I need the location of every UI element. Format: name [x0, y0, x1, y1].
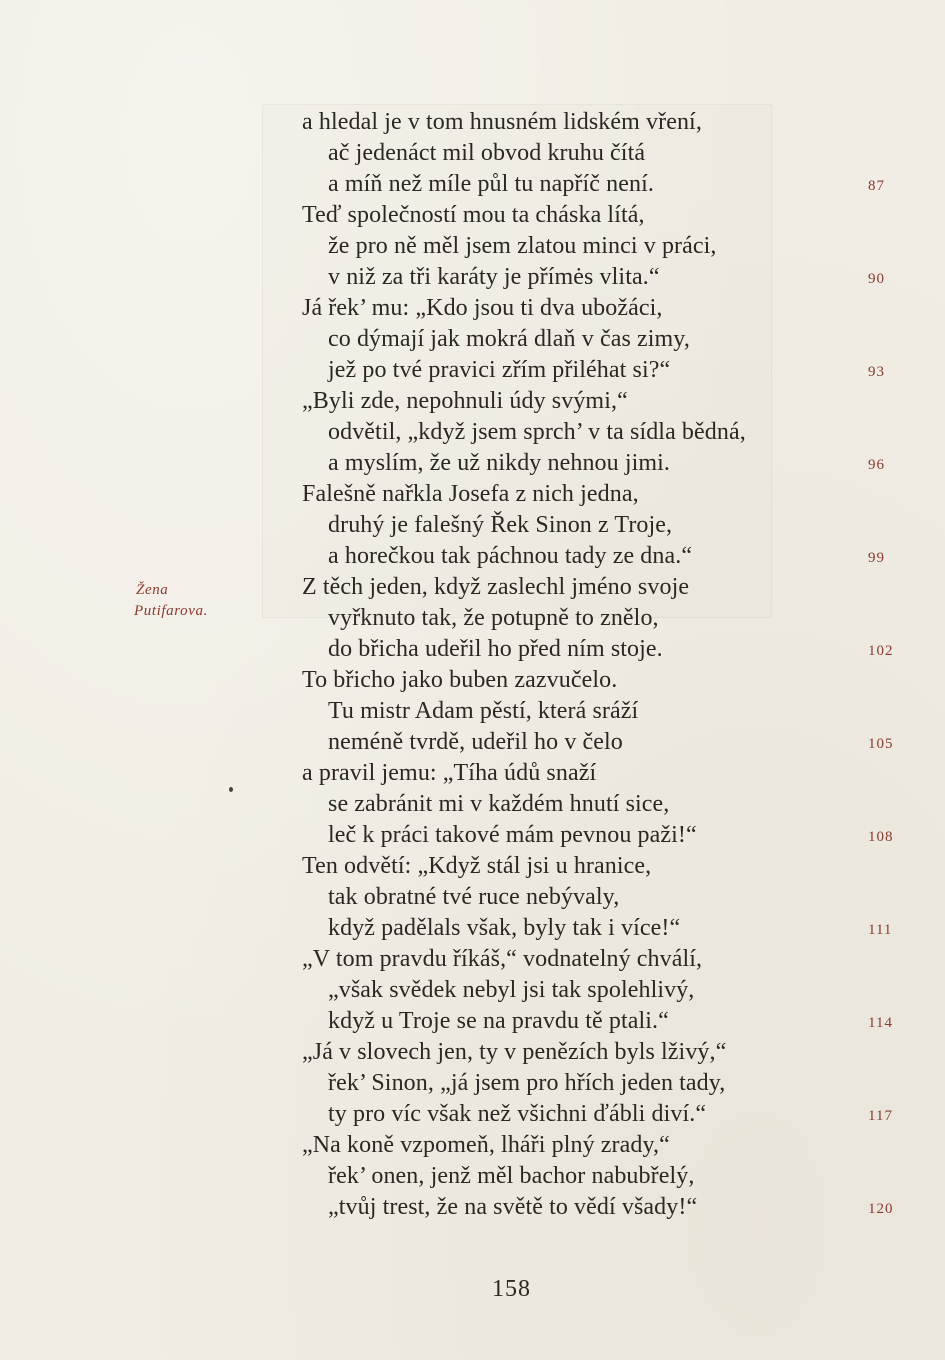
verse-line: odvětil, „když jsem sprch’ v ta sídla bědná, [328, 419, 746, 445]
page-number: 158 [492, 1276, 531, 1302]
verse-line: a myslím, že už nikdy nehnou jimi. [328, 450, 671, 476]
line-number: 120 [868, 1201, 894, 1217]
margin-note-line-1: Žena [136, 582, 169, 598]
line-number: 90 [868, 271, 885, 287]
verse-line: a hledal je v tom hnusném lidském vření, [302, 109, 702, 135]
line-number: 102 [868, 643, 894, 659]
verse-line: do břicha udeřil ho před ním stoje. [328, 636, 663, 662]
verse-line: jež po tvé pravici zřím přiléhat si?“ [328, 357, 671, 383]
verse-line: vyřknuto tak, že potupně to znělo, [328, 605, 659, 631]
line-number: 96 [868, 457, 885, 473]
verse-line: „však svědek nebyl jsi tak spolehlivý, [328, 977, 695, 1003]
line-number: 108 [868, 829, 894, 845]
line-number: 111 [868, 922, 893, 938]
verse-line: Teď společností mou ta cháska lítá, [302, 202, 645, 228]
verse-line: a míň než míle půl tu napříč není. [328, 171, 654, 197]
line-number: 117 [868, 1108, 893, 1124]
line-number: 105 [868, 736, 894, 752]
verse-line: Falešně nařkla Josefa z nich jedna, [302, 481, 639, 507]
line-number: 99 [868, 550, 885, 566]
verse-line: neméně tvrdě, udeřil ho v čelo [328, 729, 623, 755]
margin-note [134, 580, 254, 622]
verse-line: řek’ onen, jenž měl bachor nabubřelý, [328, 1163, 695, 1189]
margin-note-line-2: Putifarova. [134, 603, 208, 619]
verse-line: se zabránit mi v každém hnutí sice, [328, 791, 670, 817]
ink-speck [229, 787, 233, 792]
line-number: 93 [868, 364, 885, 380]
verse-line: Z těch jeden, když zaslechl jméno svoje [302, 574, 690, 600]
verse-line: když padělals však, byly tak i více!“ [328, 915, 681, 941]
verse-line: „Na koně vzpomeň, lháři plný zrady,“ [302, 1132, 670, 1158]
verse-line: tak obratné tvé ruce nebývaly, [328, 884, 620, 910]
verse-line: že pro ně měl jsem zlatou minci v práci, [328, 233, 717, 259]
verse-line: řek’ Sinon, „já jsem pro hřích jeden tady, [328, 1070, 726, 1096]
verse-line: a pravil jemu: „Tíha údů snaží [302, 760, 597, 786]
verse-line: ty pro víc však než všichni ďábli diví.“ [328, 1101, 707, 1127]
verse-line: Tu mistr Adam pěstí, která sráží [328, 698, 639, 724]
verse-line: „Byli zde, nepohnuli údy svými,“ [302, 388, 628, 414]
verse-line: co dýmají jak mokrá dlaň v čas zimy, [328, 326, 690, 352]
verse-line: a horečkou tak páchnou tady ze dna.“ [328, 543, 693, 569]
verse-line: leč k práci takové mám pevnou paži!“ [328, 822, 697, 848]
verse-line: druhý je falešný Řek Sinon z Troje, [328, 512, 673, 538]
verse-line: „V tom pravdu říkáš,“ vodnatelný chválí, [302, 946, 703, 972]
verse-line: Ten odvětí: „Když stál jsi u hranice, [302, 853, 652, 879]
verse-line: když u Troje se na pravdu tě ptali.“ [328, 1008, 669, 1034]
line-number: 87 [868, 178, 885, 194]
verse-line: ač jedenáct mil obvod kruhu čítá [328, 140, 646, 166]
verse-line: v niž za tři karáty je přímės vlita.“ [328, 264, 660, 290]
line-number: 114 [868, 1015, 893, 1031]
verse-line: „Já v slovech jen, ty v penězích byls lživý,“ [302, 1039, 727, 1065]
verse-line: Já řek’ mu: „Kdo jsou ti dva ubožáci, [302, 295, 663, 321]
verse-line: „tvůj trest, že na světě to vědí všady!“ [328, 1194, 698, 1220]
verse-line: To břicho jako buben zazvučelo. [302, 667, 618, 693]
